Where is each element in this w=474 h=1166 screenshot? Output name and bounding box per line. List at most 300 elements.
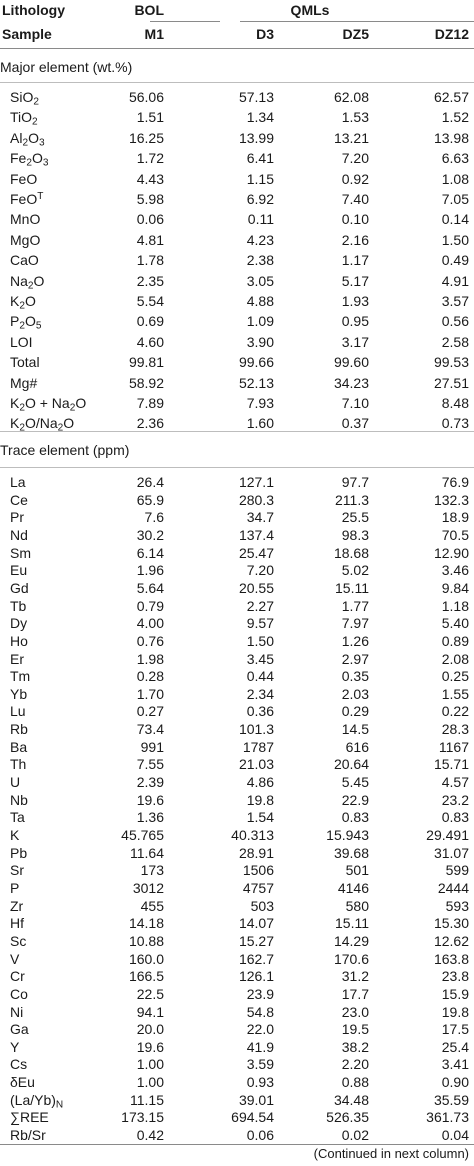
major-element-row [0,209,474,230]
value-cell: 11.15 [130,1091,164,1108]
element-label: Ce [10,491,28,508]
element-label: Ba [10,738,28,755]
value-cell: 28.3 [441,721,469,738]
major-element-row [0,373,474,394]
element-label: MnO [10,211,41,228]
element-label: Er [10,650,24,667]
value-cell: 580 [345,897,369,914]
element-label: MgO [10,231,41,248]
value-cell: 0.29 [341,703,369,720]
element-label: Nb [10,791,28,808]
value-cell: 41.9 [246,1038,274,1055]
value-cell: 2.34 [246,685,274,702]
value-cell: 0.10 [341,211,369,228]
value-cell: 15.9 [441,985,469,1002]
value-cell: 3.05 [246,272,274,289]
value-cell: 455 [140,897,164,914]
value-cell: 35.59 [433,1091,469,1108]
value-cell: 1.77 [341,597,369,614]
value-cell: 0.83 [441,809,469,826]
major-element-row [0,250,474,271]
element-label: Y [10,1038,20,1055]
value-cell: 62.57 [433,89,469,105]
element-label: Cr [10,968,25,985]
value-cell: 15.27 [238,932,274,949]
value-cell: 2.08 [441,650,469,667]
value-cell: 12.90 [433,544,469,561]
value-cell: 23.2 [441,791,469,808]
element-label: Th [10,756,27,773]
value-cell: 0.73 [441,415,469,432]
value-cell: 15.71 [433,756,469,773]
value-cell: 31.2 [341,968,369,985]
trace-section-title: Trace element (ppm) [0,442,130,458]
value-cell: 17.7 [341,985,369,1002]
value-cell: 2.58 [441,333,469,350]
qmls-label: QMLs [290,2,330,18]
value-cell: 2.97 [341,650,369,667]
value-cell: 132.3 [433,491,469,508]
bol-label: BOL [134,2,164,18]
value-cell: 0.95 [341,313,369,330]
value-cell: 991 [140,738,164,755]
element-label: SiO$_2$ [10,89,39,108]
value-cell: 0.92 [341,170,369,187]
value-cell: 98.3 [341,526,369,543]
value-cell: 173 [140,862,164,879]
value-cell: 16.25 [128,129,164,146]
lithology-label: Lithology [2,2,65,18]
value-cell: 14.29 [333,932,369,949]
major-element-row [0,271,474,292]
value-cell: 5.17 [341,272,369,289]
sample-label: Sample [2,26,52,42]
value-cell: 3.45 [246,650,274,667]
element-label: Ni [10,1003,24,1020]
value-cell: 1.18 [441,597,469,614]
value-cell: 3.17 [341,333,369,350]
element-label: δEu [10,1074,35,1091]
value-cell: 23.9 [246,985,274,1002]
value-cell: 526.35 [326,1109,369,1126]
value-cell: 4.23 [246,231,274,248]
element-label: K [10,827,20,843]
value-cell: 7.89 [136,395,164,411]
major-element-row [0,169,474,190]
value-cell: 1.00 [136,1056,164,1073]
element-label: $P_2O_5$ [10,313,42,332]
element-label: TiO$_2$ [10,109,38,128]
value-cell: 2.16 [341,231,369,248]
value-cell: 503 [250,897,274,914]
element-label: Tb [10,597,27,614]
value-cell: 10.88 [128,932,164,949]
element-label: Ho [10,632,28,649]
value-cell: 170.6 [333,950,369,967]
value-cell: 3.90 [246,333,274,350]
value-cell: 1.36 [136,809,164,826]
element-label: $K_2O/Na_2O$ [10,415,75,434]
value-cell: 15.11 [335,915,369,932]
element-label: Mg# [10,374,38,391]
value-cell: 4.88 [246,293,274,309]
element-label: Nd [10,526,28,543]
value-cell: 1.17 [341,252,369,269]
value-cell: 1.15 [246,170,274,187]
value-cell: 15.11 [335,579,369,596]
value-cell: 5.54 [136,293,164,309]
major-element-row [0,311,474,332]
value-cell: 4.86 [246,774,274,791]
value-cell: 0.35 [341,668,369,685]
element-label: Total [10,354,40,371]
value-cell: 4.91 [441,272,469,289]
value-cell: 70.5 [441,526,469,543]
value-cell: 23.0 [341,1003,369,1020]
value-cell: 22.5 [136,985,164,1002]
value-cell: 7.40 [341,191,369,207]
value-cell: 18.68 [333,544,369,561]
major-element-row [0,230,474,251]
value-cell: 52.13 [238,374,274,391]
value-cell: 137.4 [238,526,274,543]
value-cell: 0.11 [247,211,274,228]
value-cell: 361.73 [426,1109,469,1126]
value-cell: 599 [445,862,469,879]
value-cell: 6.14 [136,544,164,561]
value-cell: 11.64 [130,844,164,861]
value-cell: 28.91 [238,844,274,861]
value-cell: 4.43 [136,170,164,187]
value-cell: 1.96 [136,562,164,579]
value-cell: 2.38 [246,252,274,269]
value-cell: 0.27 [136,703,164,720]
element-label: Zr [10,897,24,914]
value-cell: 1.98 [136,650,164,667]
value-cell: 160.0 [128,950,164,967]
trace-section-rule [0,467,474,468]
value-cell: 2.20 [341,1056,369,1073]
value-cell: 0.83 [341,809,369,826]
value-cell: 1.08 [441,170,469,187]
value-cell: 0.69 [136,313,164,330]
major-element-row [0,87,474,108]
value-cell: 7.05 [441,191,469,207]
value-cell: 14.5 [341,721,369,738]
value-cell: 73.4 [136,721,164,738]
value-cell: 65.9 [136,491,164,508]
value-cell: 19.6 [136,791,164,808]
value-cell: 31.07 [433,844,469,861]
value-cell: 7.20 [246,562,274,579]
value-cell: 30.2 [136,526,164,543]
value-cell: 0.22 [441,703,469,720]
value-cell: 1787 [242,738,274,755]
value-cell: 0.44 [246,668,274,685]
value-cell: 3012 [132,879,164,896]
element-label: U [10,774,21,791]
value-cell: 4146 [337,879,369,896]
value-cell: 39.01 [238,1091,274,1108]
element-label: Sc [10,932,27,949]
value-cell: 45.765 [121,827,164,843]
value-cell: 0.37 [341,415,369,432]
major-section-title: Major element (wt.%) [0,59,133,75]
major-element-row [0,148,474,169]
major-element-row [0,332,474,353]
value-cell: 3.46 [441,562,469,579]
value-cell: 99.66 [238,354,274,371]
value-cell: 0.14 [441,211,469,228]
major-element-row [0,189,474,210]
value-cell: 1.09 [246,313,274,330]
value-cell: 1.00 [136,1074,164,1091]
element-label: CaO [10,252,39,269]
value-cell: 1.50 [246,632,274,649]
value-cell: 8.48 [441,395,469,411]
value-cell: 1.60 [246,415,274,432]
value-cell: 2.39 [136,774,164,791]
value-cell: 2.35 [136,272,164,289]
value-cell: 7.97 [341,615,369,632]
value-cell: 3.41 [441,1056,469,1073]
value-cell: 0.89 [441,632,469,649]
value-cell: 39.68 [333,844,369,861]
value-cell: 0.56 [441,313,469,330]
value-cell: 6.41 [246,150,274,167]
element-label: $K_2O$ [10,293,36,312]
element-label: LOI [10,333,33,350]
element-label: $K_2O + Na_2O$ [10,395,87,414]
element-label: Sm [10,544,31,561]
value-cell: 1.34 [246,109,274,126]
sample-dz12: DZ12 [434,26,469,42]
sample-dz5: DZ5 [342,26,369,42]
value-cell: 5.98 [136,191,164,207]
element-label: Pb [10,844,28,861]
value-cell: 1.70 [136,685,164,702]
value-cell: 20.64 [333,756,369,773]
element-label: Sr [10,862,24,879]
value-cell: 1506 [242,862,274,879]
major-element-row [0,352,474,373]
value-cell: 1.53 [341,109,369,126]
value-cell: 694.54 [231,1109,274,1126]
element-label: Rb/Sr [10,1127,46,1144]
value-cell: 1.51 [136,109,164,126]
value-cell: 5.02 [341,562,369,579]
value-cell: 7.6 [144,509,164,526]
value-cell: 17.5 [441,1021,469,1038]
value-cell: 0.90 [441,1074,469,1091]
value-cell: 99.81 [128,354,164,371]
value-cell: 9.57 [246,615,274,632]
element-label: Tm [10,668,31,685]
value-cell: 166.5 [128,968,164,985]
value-cell: 94.1 [136,1003,164,1020]
value-cell: 1.54 [246,809,274,826]
sample-d3: D3 [256,26,274,42]
value-cell: 5.45 [341,774,369,791]
value-cell: 7.55 [136,756,164,773]
trace-element-row [0,1125,474,1146]
value-cell: 13.99 [238,129,274,146]
value-cell: 4757 [242,879,274,896]
element-label: Pr [10,509,24,526]
value-cell: 99.60 [333,354,369,371]
major-end-rule [0,431,474,432]
element-label: V [10,950,20,967]
major-element-row [0,291,474,312]
value-cell: 593 [445,897,469,914]
value-cell: 25.5 [341,509,369,526]
table-end-rule [0,1144,474,1145]
value-cell: 0.28 [136,668,164,685]
value-cell: 0.02 [341,1127,369,1144]
element-label: Eu [10,562,28,579]
value-cell: 6.63 [441,150,469,167]
value-cell: 27.51 [433,374,469,391]
element-label: FeO$^T$ [10,190,44,207]
value-cell: 1.52 [441,109,469,126]
bol-underline [150,21,220,22]
value-cell: 0.49 [441,252,469,269]
value-cell: 9.84 [441,579,469,596]
value-cell: 7.10 [341,395,369,411]
value-cell: 2.36 [136,415,164,432]
major-element-row [0,393,474,414]
value-cell: 5.40 [441,615,469,632]
value-cell: 211.3 [335,491,369,508]
value-cell: 19.8 [246,791,274,808]
value-cell: 0.88 [341,1074,369,1091]
element-label: $(La/Yb)_N$ [10,1091,64,1111]
value-cell: 0.06 [136,211,164,228]
value-cell: 1.72 [136,150,164,167]
value-cell: 99.53 [433,354,469,371]
value-cell: 0.93 [246,1074,274,1091]
value-cell: 2.27 [246,597,274,614]
value-cell: 15.30 [433,915,469,932]
value-cell: 21.03 [238,756,274,773]
value-cell: 127.1 [238,474,274,490]
value-cell: 0.42 [136,1127,164,1144]
major-element-row [0,107,474,128]
value-cell: 2.03 [341,685,369,702]
value-cell: 18.9 [441,509,469,526]
value-cell: 34.23 [333,374,369,391]
value-cell: 126.1 [238,968,274,985]
value-cell: 4.00 [136,615,164,632]
value-cell: 101.3 [238,721,274,738]
element-label: Hf [10,915,24,932]
value-cell: 62.08 [333,89,369,105]
value-cell: 38.2 [341,1038,369,1055]
value-cell: 4.60 [136,333,164,350]
continued-note: (Continued in next column) [313,1146,469,1161]
value-cell: 616 [345,738,369,755]
value-cell: 173.15 [121,1109,164,1126]
value-cell: 163.8 [433,950,469,967]
value-cell: 13.21 [333,129,369,146]
element-label: Ta [10,809,25,826]
value-cell: 25.4 [441,1038,469,1055]
value-cell: 5.64 [136,579,164,596]
major-section-rule [0,82,474,83]
element-label: $Na_2O$ [10,272,45,292]
value-cell: 0.79 [136,597,164,614]
value-cell: 14.18 [128,915,164,932]
value-cell: 0.06 [246,1127,274,1144]
value-cell: 0.04 [441,1127,469,1144]
value-cell: 34.7 [246,509,274,526]
element-label: Dy [10,615,28,632]
value-cell: 1.55 [441,685,469,702]
value-cell: 12.62 [433,932,469,949]
sample-m1: M1 [144,26,164,42]
value-cell: 4.57 [441,774,469,791]
element-label: $Fe_2O_3$ [10,150,49,169]
value-cell: 7.93 [246,395,274,411]
value-cell: 19.5 [341,1021,369,1038]
value-cell: 1.26 [341,632,369,649]
lithology-header-row [0,0,474,21]
value-cell: 6.92 [246,191,274,207]
value-cell: 14.07 [238,915,274,932]
value-cell: 1.78 [136,252,164,269]
value-cell: 3.59 [246,1056,274,1073]
element-label: Ga [10,1021,29,1038]
value-cell: 501 [345,862,369,879]
major-element-row [0,128,474,149]
element-label: Cs [10,1056,28,1073]
value-cell: 19.8 [441,1003,469,1020]
element-label: FeO [10,170,38,187]
element-label: Lu [10,703,26,720]
value-cell: 0.36 [246,703,274,720]
value-cell: 56.06 [128,89,164,105]
value-cell: 2444 [437,879,469,896]
value-cell: 1167 [438,738,469,755]
value-cell: 162.7 [238,950,274,967]
element-label: Yb [10,685,28,702]
value-cell: 3.57 [441,293,469,309]
element-label: $Al_2O_3$ [10,129,45,149]
value-cell: 0.25 [441,668,469,685]
value-cell: 1.50 [441,231,469,248]
value-cell: 22.9 [341,791,369,808]
value-cell: 1.93 [341,293,369,309]
value-cell: 26.4 [136,474,164,490]
value-cell: 7.20 [341,150,369,167]
value-cell: 22.0 [246,1021,274,1038]
value-cell: 4.81 [136,231,164,248]
value-cell: 40.313 [231,827,274,843]
value-cell: 25.47 [238,544,274,561]
element-label: La [10,474,26,490]
sample-header-row [0,24,474,45]
element-label: P [10,879,20,896]
value-cell: 34.48 [333,1091,369,1108]
element-label: Gd [10,579,29,596]
value-cell: 0.76 [136,632,164,649]
value-cell: 97.7 [341,474,369,490]
value-cell: 23.8 [441,968,469,985]
value-cell: 57.13 [238,89,274,105]
value-cell: 20.0 [136,1021,164,1038]
element-label: Rb [10,721,28,738]
value-cell: 58.92 [128,374,164,391]
